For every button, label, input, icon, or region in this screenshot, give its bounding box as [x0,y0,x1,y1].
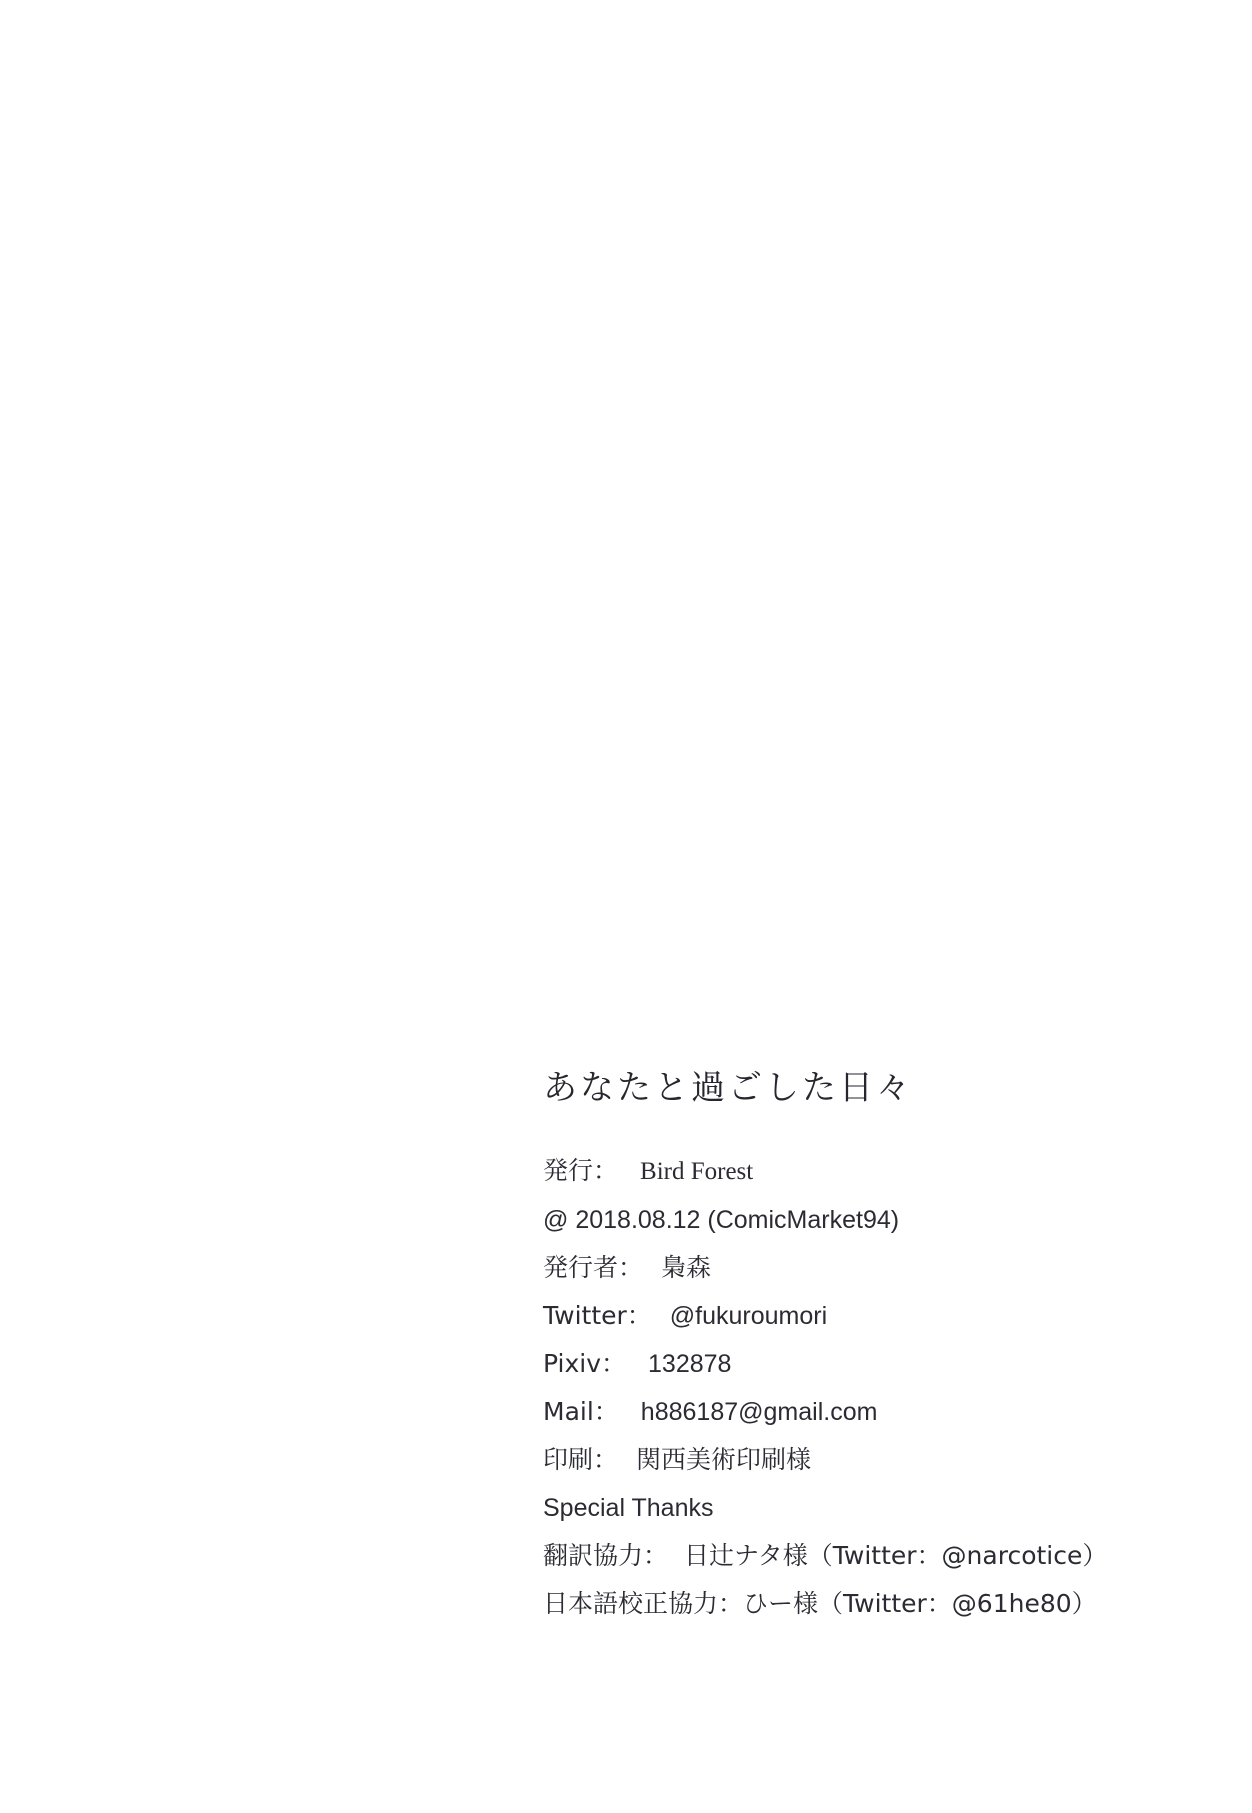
work-title: あなたと過ごした日々 [543,1068,913,1108]
colophon-row-proofreading [543,1580,1163,1628]
colophon-value-translation: 日辻ナタ様（Twitter：@narcotice） [684,1541,1108,1570]
colophon-label-proofreading: 日本語校正協力：ひー様（Twitter：@61he80） [543,1589,1097,1618]
colophon-label-mail: Mail： [543,1397,619,1426]
colophon-lines [543,1147,1163,1628]
colophon-label-author: 発行者： [543,1253,644,1282]
colophon-row-twitter [543,1292,1163,1340]
colophon-value-publisher: Bird Forest [640,1158,754,1185]
colophon-row-author [543,1244,1163,1292]
colophon-value-printer: 関西美術印刷様 [636,1445,812,1474]
colophon-label-pixiv: Pixiv： [543,1349,627,1378]
colophon-row-date [543,1196,1163,1244]
colophon-row-publisher [543,1147,1163,1196]
colophon-value-author: 梟森 [661,1253,712,1282]
colophon-label-special-thanks: Special Thanks [543,1494,714,1522]
colophon-row-mail [543,1388,1163,1436]
colophon-value-mail: h886187@gmail.com [640,1398,878,1426]
colophon-label-date: @ 2018.08.12 (ComicMarket94) [543,1206,900,1234]
colophon-label-printer: 印刷： [543,1445,619,1474]
colophon-row-pixiv [543,1340,1163,1388]
colophon-label-twitter: Twitter： [543,1301,652,1330]
colophon-row-printer [543,1436,1163,1484]
colophon-value-twitter: @fukuroumori [669,1302,828,1330]
colophon-value-pixiv: 132878 [648,1350,732,1378]
colophon-row-special-thanks [543,1484,1163,1532]
colophon-label-publisher: 発行： [543,1156,619,1185]
colophon-label-translation: 翻訳協力： [543,1541,669,1570]
colophon-row-translation [543,1532,1163,1580]
colophon-block [543,1060,1163,1628]
